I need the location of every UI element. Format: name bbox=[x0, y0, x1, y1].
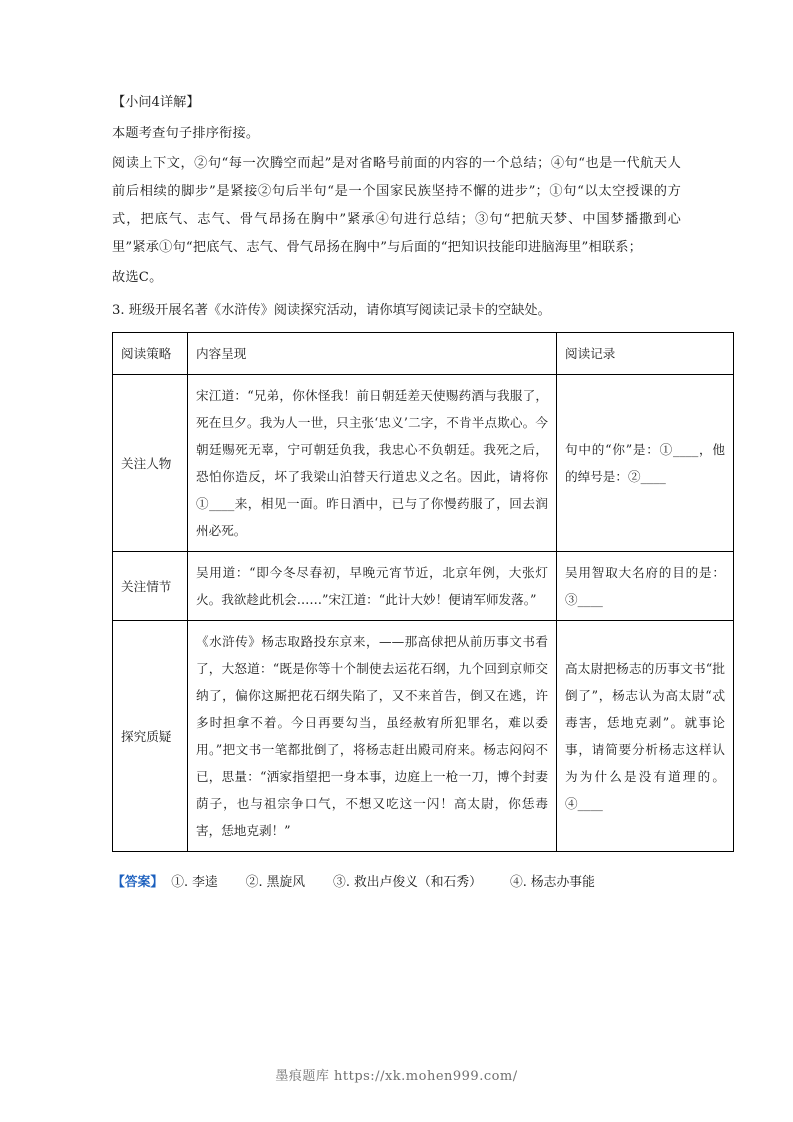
header-note: 阅读记录 bbox=[557, 333, 734, 375]
paragraph-2: 阅读上下文，②句“每一次腾空而起”是对省略号前面的内容的一个总结；④句“也是一代航天人前后相续的脚步”是紧接②句后半句“是一个国家民族坚持不懈的进步”；①句“以太空授课的方式，把底气、志气、骨气昂扬在胸中”紧承④句进行总结；③句“把航天梦、中国梦播撒到心里”紧承①句“把底气、志气、骨气昂扬在胸中”与后面的“把知识技能印进脑海里”相联系； bbox=[112, 156, 681, 255]
answer-label: 【答案】 bbox=[112, 875, 164, 890]
header-strategy: 阅读策略 bbox=[113, 333, 188, 375]
paragraph-1: 本题考查句子排序衔接。 bbox=[112, 126, 260, 141]
section-heading: 【小问4详解】 bbox=[112, 95, 200, 110]
table-row bbox=[113, 375, 734, 552]
table-row bbox=[113, 621, 734, 852]
question-3: 3. 班级开展名著《水浒传》阅读探究活动，请你填写阅读记录卡的空缺处。 bbox=[112, 303, 551, 318]
answer-item-3: ③. 救出卢俊义（和石秀） bbox=[333, 875, 482, 890]
cell-content: 吴用道：“即今冬尽春初，早晚元宵节近，北京年例，大张灯火。我欲趁此机会……”宋江道：“此计大妙！便请军师发落。” bbox=[188, 552, 557, 621]
cell-note: 高太尉把杨志的历事文书“批倒了”，杨志认为高太尉“忒毒害，恁地克剥”。就事论事，请简要分析杨志这样认为为什么是没有道理的。④____ bbox=[557, 621, 734, 852]
cell-content: 《水浒传》杨志取路投东京来，——那高俅把从前历事文书看了，大怒道：“既是你等十个制使去运花石纲，九个回到京师交纳了，偏你这厮把花石纲失陷了，又不来首告，倒又在逃，许多时担拿不着。今日再要勾当，虽经赦宥所犯罪名，难以委用。”把文书一笔都批倒了，将杨志赶出殿司府来。杨志闷闷不已，思量：“洒家指望把一身本事，边庭上一枪一刀，博个封妻荫子，也与祖宗争口气，不想又吃这一闪！高太尉，你恁毒害，恁地克剥！” bbox=[188, 621, 557, 852]
cell-strategy: 关注人物 bbox=[113, 375, 188, 552]
paragraph-3: 故选C。 bbox=[112, 270, 163, 285]
answer-item-1: ①. 李逵 bbox=[171, 875, 218, 890]
header-content: 内容呈现 bbox=[188, 333, 557, 375]
cell-note: 吴用智取大名府的目的是：③____ bbox=[557, 552, 734, 621]
cell-content: 宋江道：“兄弟，你休怪我！前日朝廷差天使赐药酒与我服了，死在旦夕。我为人一世，只主张‘忠义’二字，不肯半点欺心。今朝廷赐死无辜，宁可朝廷负我，我忠心不负朝廷。我死之后，恐怕你造反，坏了我梁山泊替天行道忠义之名。因此，请将你①____来，相见一面。昨日酒中，已与了你慢药服了，回去润州必死。 bbox=[188, 375, 557, 552]
cell-note: 句中的“你”是：①____，他的绰号是：②____ bbox=[557, 375, 734, 552]
cell-strategy: 关注情节 bbox=[113, 552, 188, 621]
table-row bbox=[113, 552, 734, 621]
answer-line bbox=[112, 870, 681, 896]
answer-item-2: ②. 黑旋风 bbox=[245, 875, 306, 890]
cell-strategy: 探究质疑 bbox=[113, 621, 188, 852]
table-header-row bbox=[113, 333, 734, 375]
reading-record-table bbox=[112, 332, 734, 852]
answer-item-4: ④. 杨志办事能 bbox=[509, 875, 595, 890]
watermark: 墨痕题库 https://xk.mohen999.com/ bbox=[275, 1069, 518, 1084]
